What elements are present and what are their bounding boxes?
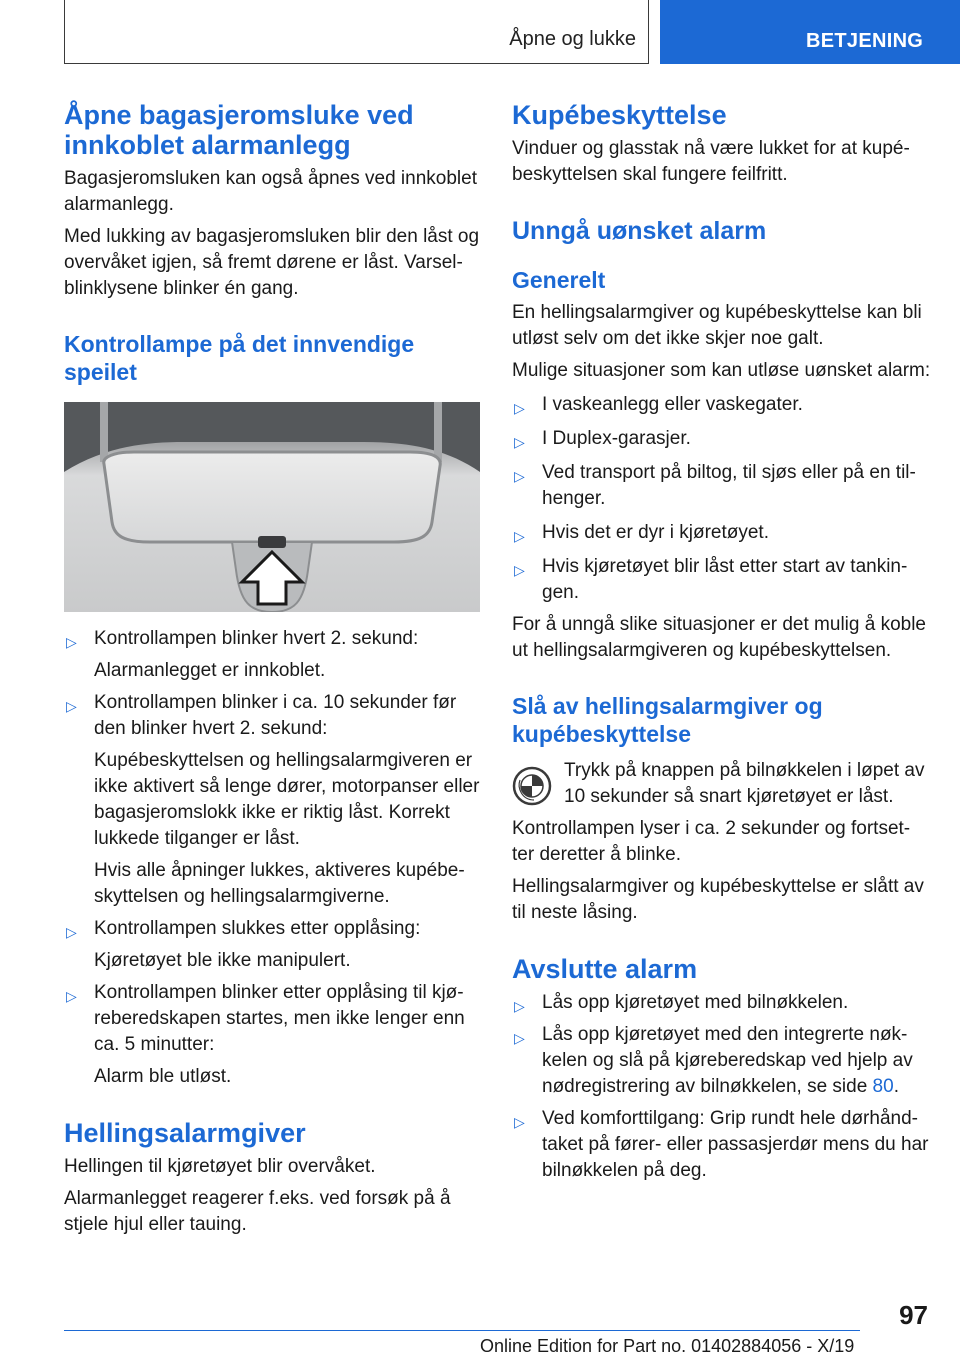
triangle-bullet-icon: ▷ xyxy=(514,528,525,544)
heading-disable-tilt-alarm: Slå av hellingsalarmgiver og kupébeskyttelse xyxy=(512,693,823,747)
footer-edition: Online Edition for Part no. 01402884056 - X/19 xyxy=(480,1336,855,1356)
paragraph: Alarmanlegget reagerer f.eks. ved forsøk på å stjele hjul eller tauing. xyxy=(64,1188,451,1235)
paragraph: En hellingsalarmgiver og kupébeskyttelse kan bli utløst selv om det ikke skjer noe galt. xyxy=(512,302,922,349)
paragraph: Hellingsalarmgiver og kupébeskyttelse er slått av til neste låsing. xyxy=(512,876,924,923)
paragraph: For å unngå slike situasjoner er det mulig å koble ut hellingsalarmgiveren og kupébeskyttelsen. xyxy=(512,614,927,661)
paragraph: Vinduer og glasstak nå være lukket for at kupé-beskyttelsen skal fungere feilfritt. xyxy=(512,138,910,185)
triangle-bullet-icon: ▷ xyxy=(66,924,77,940)
end-alarm-list xyxy=(512,990,932,1184)
list-item: ▷ Ved komforttilgang: Grip rundt hele dørhånd-taket på fører- eller passasjerdør mens du har bilnøkkelen på deg. xyxy=(514,1108,929,1181)
list-item: ▷ I Duplex-garasjer. xyxy=(512,426,932,452)
list-item: ▷ Lås opp kjøretøyet med bilnøkkelen. xyxy=(512,990,932,1016)
list-item: ▷ Kontrollampen blinker hvert 2. sekund: Alarmanlegget er innkoblet. xyxy=(66,628,419,681)
triangle-bullet-icon: ▷ xyxy=(66,698,77,714)
triangle-bullet-icon: ▷ xyxy=(66,634,77,650)
page-number: 97 xyxy=(899,1300,928,1330)
paragraph: Med lukking av bagasjeromsluken blir den låst og overvåket igjen, så fremt dørene er låst. Varsel-blinklysene blinker én gang. xyxy=(64,226,480,299)
triangle-bullet-icon: ▷ xyxy=(66,988,77,1004)
heading-mirror-lamp: Kontrollampe på det innvendige speilet xyxy=(64,331,415,385)
heading-open-trunk-alarm: Åpne bagasjeromsluke ved innkoblet alarmanlegg xyxy=(64,100,414,160)
list-item: ▷ I vaskeanlegg eller vaskegater. xyxy=(512,392,932,418)
triangle-bullet-icon: ▷ xyxy=(514,400,525,416)
triangle-bullet-icon: ▷ xyxy=(514,1114,525,1130)
paragraph: Hellingen til kjøretøyet blir overvåket. xyxy=(64,1156,376,1177)
key-button-instruction: Trykk på knappen på bilnøkkelen i løpet av 10 sekunder så snart kjøretøyet er låst. xyxy=(512,758,932,810)
triangle-bullet-icon: ▷ xyxy=(514,1030,525,1046)
heading-end-alarm: Avslutte alarm xyxy=(512,954,698,984)
section-title: Åpne og lukke xyxy=(509,28,636,50)
lamp-status-list xyxy=(64,626,480,1090)
page-reference-link[interactable]: 80 xyxy=(872,1076,894,1097)
bmw-key-button-icon xyxy=(512,766,552,806)
list-item: ▷ Hvis det er dyr i kjøretøyet. xyxy=(512,520,932,546)
heading-avoid-alarm: Unngå uønsket alarm xyxy=(512,217,767,245)
heading-tilt-alarm: Hellingsalarmgiver xyxy=(64,1118,306,1148)
paragraph: Bagasjeromsluken kan også åpnes ved innkoblet alarmanlegg. xyxy=(64,168,477,215)
subheading-general: Generelt xyxy=(512,267,606,293)
right-column xyxy=(512,100,932,1184)
left-column xyxy=(64,100,480,1238)
triangle-bullet-icon: ▷ xyxy=(514,562,525,578)
heading-interior-protection: Kupébeskyttelse xyxy=(512,100,727,130)
footer-divider xyxy=(64,1330,860,1331)
list-item: ▷ Ved transport på biltog, til sjøs eller på en til-henger. xyxy=(514,462,916,509)
paragraph: Kontrollampen lyser i ca. 2 sekunder og fortset-ter deretter å blinke. xyxy=(512,818,911,865)
list-item: ▷ Hvis kjøretøyet blir låst etter start av tankin-gen. xyxy=(514,556,908,603)
list-item: ▷ Kontrollampen slukkes etter opplåsing: Kjøretøyet ble ikke manipulert. xyxy=(66,918,421,971)
alarm-situations-list xyxy=(512,392,932,606)
paragraph: Mulige situasjoner som kan utløse uønsket alarm: xyxy=(512,360,931,381)
list-item: ▷ Kontrollampen blinker etter opplåsing til kjø-reberedskapen startes, men ikke lenger enn ca. 5 minutter: Alarm ble utløst. xyxy=(66,982,465,1087)
triangle-bullet-icon: ▷ xyxy=(514,468,525,484)
triangle-bullet-icon: ▷ xyxy=(514,998,525,1014)
list-item: ▷ Lås opp kjøretøyet med den integrerte nøk-kelen og slå på kjøreberedskap ved hjelp av nødregistrering av bilnøkkelen, se side 80. xyxy=(514,1024,913,1097)
mirror-illustration xyxy=(64,402,480,612)
chapter-tab[interactable]: BETJENING xyxy=(660,0,960,64)
list-item: ▷ Kontrollampen blinker i ca. 10 sekunder før den blinker hvert 2. sekund: Kupébeskyttelsen og hellingsalarmgiveren er ikke aktivert så lenge dører, motorpanser eller bagasjeromslokk ikke er riktig låst. Korrekt lukkede tilganger er låst. Hvis alle åpninger lukkes, aktiveres kupébe-skyttelsen og hellingsalarmgiverne. xyxy=(66,692,480,907)
triangle-bullet-icon: ▷ xyxy=(514,434,525,450)
